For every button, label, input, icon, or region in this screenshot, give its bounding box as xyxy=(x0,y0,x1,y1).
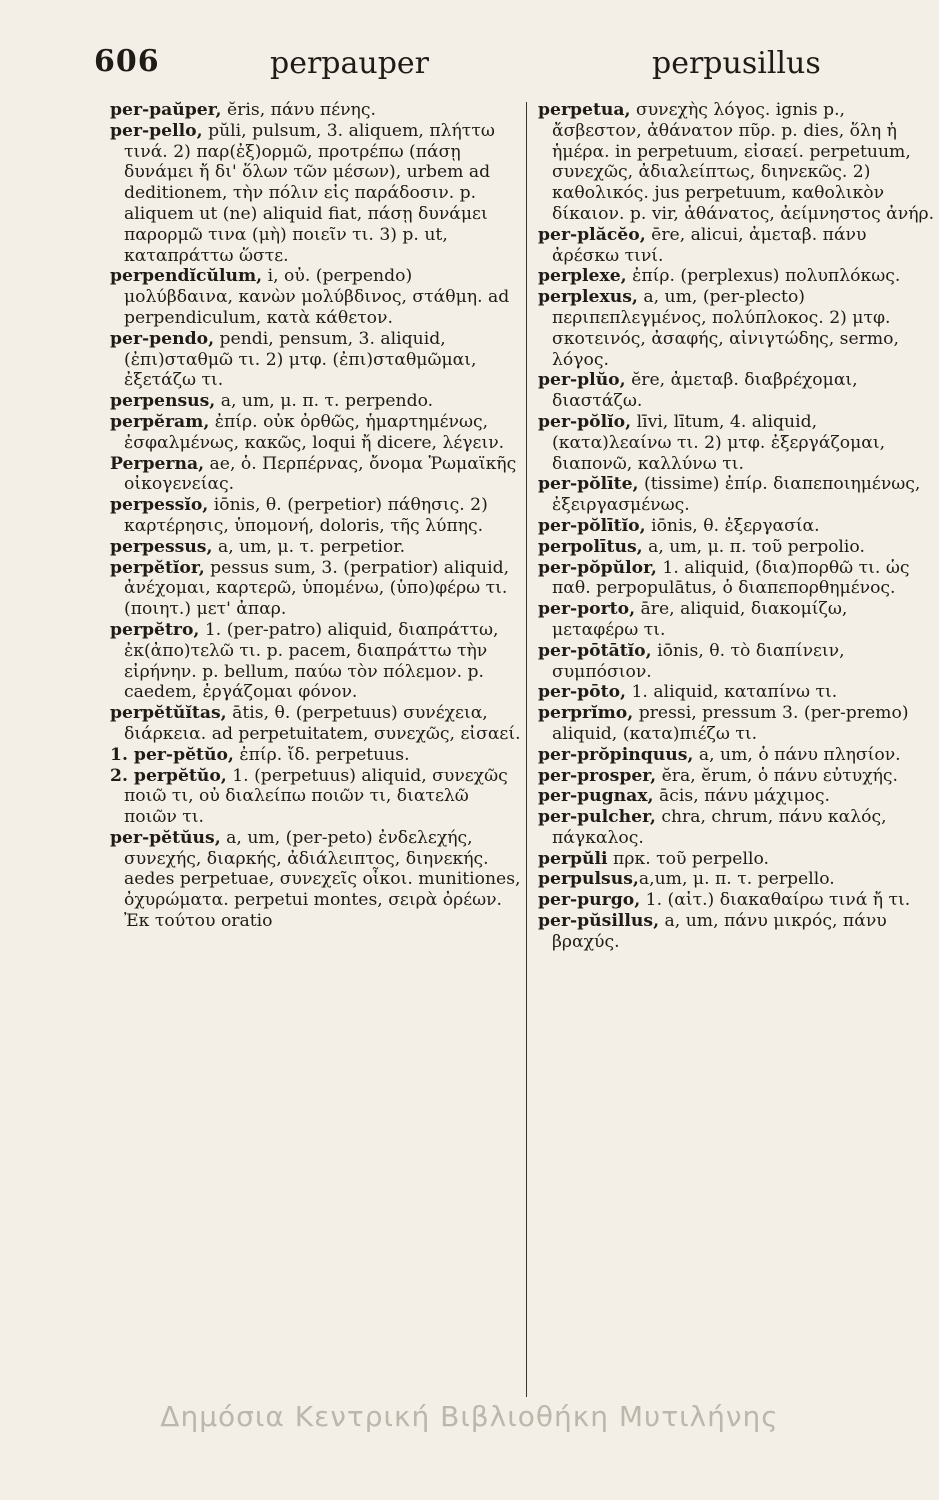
entry-definition: a, um, ὁ πάνυ πλησίον. xyxy=(693,744,901,765)
dictionary-entry xyxy=(538,266,938,287)
dictionary-entry xyxy=(110,703,525,745)
dictionary-entry xyxy=(538,890,938,911)
entry-definition: iōnis, θ. ἐξεργασία. xyxy=(645,515,820,536)
entry-definition: ācis, πάνυ μάχιμος. xyxy=(653,786,830,807)
dictionary-entry xyxy=(538,849,938,870)
entry-headword: per-plăcĕo, xyxy=(538,224,646,245)
dictionary-entry xyxy=(110,620,525,703)
dictionary-entry xyxy=(538,370,938,412)
entry-headword: per-pello, xyxy=(110,120,203,141)
running-headword-right: perpusillus xyxy=(652,46,821,81)
dictionary-entry xyxy=(110,412,525,454)
entry-definition: līvi, lītum, 4. aliquid, (κατα)λεαίνω τι. 2) μτφ. ἐξεργάζομαι, διαπονῶ, καλλύνω τι. xyxy=(552,411,886,474)
entry-headword: per-pulcher, xyxy=(538,807,656,828)
entry-headword: per-pōto, xyxy=(538,682,627,703)
entry-definition: ae, ὁ. Περπέρνας, ὄνομα Ῥωμαϊκῆς οἰκογενείας. xyxy=(124,453,517,495)
entry-headword: perpessus, xyxy=(110,536,213,557)
dictionary-entry xyxy=(110,558,525,620)
dictionary-entry xyxy=(110,495,525,537)
entry-headword: per-pŏpŭlor, xyxy=(538,557,657,578)
entry-headword: per-plŭo, xyxy=(538,370,626,391)
entry-headword: perplexe, xyxy=(538,266,627,287)
entry-definition: a, um, πάνυ μικρός, πάνυ βραχύς. xyxy=(552,911,887,952)
entry-headword: perpĕtro, xyxy=(110,619,200,640)
entry-definition: συνεχὴς λόγος. ignis p., ἄσβεστον, ἀθάνατον πῦρ. p. dies, ὅλη ἡ ἡμέρα. in perpetuum, εἰσαεί. perpetuum, συνεχῶς, ἀδιαλείπτως, διηνεκῶς. 2) καθολικός. jus perpetuum, καθολικὸν δίκαιον. p. vir, ἀθάνατος, ἀείμνηστος ἀνήρ. xyxy=(552,100,935,224)
entry-headword: perpĕtĭor, xyxy=(110,557,205,578)
dictionary-entry xyxy=(110,745,525,766)
entry-headword: per-pendo, xyxy=(110,328,215,349)
entry-definition: 1. (perpetuus) aliquid, συνεχῶς ποιῶ τι, οὐ διαλείπω ποιῶν τι, διατελῶ ποιῶν τι. xyxy=(124,765,508,828)
dictionary-entry xyxy=(110,329,525,391)
entry-definition: ātis, θ. (perpetuus) συνέχεια, διάρκεια. ad perpetuitatem, συνεχῶς, εἰσαεί. xyxy=(124,703,521,744)
entry-definition: a, um, (per-peto) ἐνδελεχής, συνεχής, διαρκής, ἀδιάλειπτος, διηνεκής. aedes perpetuae, συνεχεῖς οἶκοι. munitiones, ὀχυρώματα. perpetui montes, σειρὰ ὀρέων. Ἐκ τούτου oratio xyxy=(124,827,521,932)
entry-headword: per-purgo, xyxy=(538,890,641,911)
entry-definition: pŭli, pulsum, 3. aliquem, πλήττω τινά. 2) παρ(ἐξ)ορμῶ, προτρέπω (πάσῃ δυνάμει ἤ δι' ὅλων τῶν μέσων), urbem ad deditionem, τὴν πόλιν εἰς παράδοσιν. p. aliquem ut (ne) aliquid fiat, πάσῃ δυνάμει παρορμῶ τινα (μὴ) ποιεῖν τι. 3) p. ut, καταπράττω ὥστε. xyxy=(124,120,495,266)
entry-headword: per-pĕtŭus, xyxy=(110,827,221,848)
dictionary-entry xyxy=(110,391,525,412)
entry-headword: perpĕtŭĭtas, xyxy=(110,703,227,724)
entry-headword: per-pŏlītĭo, xyxy=(538,515,646,536)
dictionary-entry xyxy=(538,911,938,953)
dictionary-entry xyxy=(538,412,938,474)
dictionary-entry xyxy=(538,869,938,890)
dictionary-entry xyxy=(538,766,938,787)
dictionary-entry xyxy=(538,682,938,703)
entry-definition: a, um, μ. π. τοῦ perpolio. xyxy=(642,536,865,557)
dictionary-entry xyxy=(538,599,938,641)
entry-definition: (tissime) ἐπίρ. διαπεποιημένως, ἐξειργασμένως. xyxy=(552,474,921,516)
entry-headword: per-pōtātĭo, xyxy=(538,640,652,661)
entry-definition: ĕre, ἀμεταβ. διαβρέχομαι, διαστάζω. xyxy=(552,370,858,412)
entry-definition: ἐπίρ. ἴδ. perpetuus. xyxy=(233,744,410,765)
dictionary-entry xyxy=(538,745,938,766)
entry-definition: 1. aliquid, (δια)πορθῶ τι. ὡς παθ. perpopulātus, ὁ διαπεπορθημένος. xyxy=(552,557,910,599)
entry-headword: perprĭmo, xyxy=(538,703,634,724)
entry-headword: per-pŭsillus, xyxy=(538,911,660,932)
entry-headword: perpĕram, xyxy=(110,411,210,432)
entry-definition: pressi, pressum 3. (per-premo) aliquid, (κατα)πιέζω τι. xyxy=(552,703,909,744)
entry-definition: pessus sum, 3. (perpatior) aliquid, ἀνέχομαι, καρτερῶ, ὑπομένω, (ὑπο)φέρω τι. (ποιητ.) μετ' ἀπαρ. xyxy=(124,557,510,620)
dictionary-entry xyxy=(110,766,525,828)
entry-headword: per-pugnax, xyxy=(538,786,654,807)
running-headword-left: perpauper xyxy=(270,46,430,81)
entry-headword: per-pŏlĭo, xyxy=(538,411,632,432)
dictionary-entry xyxy=(110,266,525,328)
entry-headword: perpŭli xyxy=(538,848,608,869)
entry-definition: ἐπίρ. (perplexus) πολυπλόκως. xyxy=(626,266,901,287)
entry-headword: per-paŭper, xyxy=(110,100,222,120)
left-column xyxy=(110,100,525,932)
entry-definition: ĕra, ĕrum, ὁ πάνυ εὐτυχής. xyxy=(656,765,899,786)
dictionary-entry xyxy=(538,537,938,558)
entry-headword: perpetua, xyxy=(538,100,631,120)
dictionary-entry xyxy=(110,454,525,496)
entry-definition: a, um, (per-plecto) περιπεπλεγμένος, πολύπλοκος. 2) μτφ. σκοτεινός, ἀσαφής, αἰνιγτώδης, sermo, λόγος. xyxy=(552,287,899,370)
dictionary-entry xyxy=(538,225,938,267)
entry-headword: Perperna, xyxy=(110,453,205,474)
entry-definition: ĕris, πάνυ πένης. xyxy=(221,100,376,120)
entry-definition: a, um, μ. π. τ. perpendo. xyxy=(215,391,434,412)
entry-headword: per-pŏlīte, xyxy=(538,474,639,495)
dictionary-entry xyxy=(110,121,525,267)
entry-definition: iōnis, θ. (perpetior) πάθησις. 2) καρτέρησις, ὑπομονή, doloris, τῆς λύπης. xyxy=(124,495,488,536)
entry-definition: a,um, μ. π. τ. perpello. xyxy=(638,869,835,890)
entry-definition: 1. aliquid, καταπίνω τι. xyxy=(626,682,838,703)
entry-definition: āre, aliquid, διακομίζω, μεταφέρω τι. xyxy=(552,599,848,640)
dictionary-entry xyxy=(110,100,525,121)
column-divider xyxy=(526,102,527,1397)
entry-definition: iōnis, θ. τὸ διαπίνειν, συμπόσιον. xyxy=(552,640,845,682)
entry-definition: ἐπίρ. οὐκ ὀρθῶς, ἡμαρτημένως, ἐσφαλμένως, κακῶς, loqui ἤ dicere, λέγειν. xyxy=(124,411,505,453)
dictionary-entry xyxy=(538,287,938,370)
dictionary-entry xyxy=(538,786,938,807)
dictionary-entry xyxy=(538,807,938,849)
entry-headword: perpendĭcŭlum, xyxy=(110,266,263,287)
entry-headword: 2. perpĕtŭo, xyxy=(110,765,227,786)
entry-headword: 1. per-pĕtŭo, xyxy=(110,744,234,765)
entry-headword: per-porto, xyxy=(538,599,636,620)
entry-definition: 1. (per-patro) aliquid, διαπράττω, ἐκ(ἀπο)τελῶ τι. p. pacem, διαπράττω τὴν εἰρήνην. p. bellum, παύω τὸν πόλεμον. p. caedem, ἐργάζομαι φόνον. xyxy=(124,619,499,703)
dictionary-entry xyxy=(538,516,938,537)
entry-headword: perpolītus, xyxy=(538,536,643,557)
entry-headword: perplexus, xyxy=(538,287,638,308)
entry-headword: perpulsus, xyxy=(538,869,639,890)
right-column xyxy=(538,100,938,953)
entry-headword: per-prŏpinquus, xyxy=(538,744,694,765)
entry-definition: ēre, alicui, ἀμεταβ. πάνυ ἀρέσκω τινί. xyxy=(552,224,867,266)
entry-definition: πρκ. τοῦ perpello. xyxy=(607,848,769,869)
dictionary-entry xyxy=(538,641,938,683)
entry-definition: i, οὐ. (perpendo) μολύβδαινα, κανὼν μολύβδινος, στάθμη. ad perpendiculum, κατὰ κάθετον. xyxy=(124,266,510,328)
entry-definition: a, um, μ. τ. perpetior. xyxy=(212,536,406,557)
dictionary-entry xyxy=(538,558,938,600)
library-watermark: Δημόσια Κεντρική Βιβλιοθήκη Μυτιλήνης xyxy=(160,1400,779,1433)
dictionary-entry xyxy=(538,474,938,516)
dictionary-entry xyxy=(538,703,938,745)
dictionary-entry xyxy=(538,100,938,225)
dictionary-entry xyxy=(110,828,525,932)
entry-definition: 1. (αἰτ.) διακαθαίρω τινά ἤ τι. xyxy=(640,890,911,911)
entry-definition: chra, chrum, πάνυ καλός, πάγκαλος. xyxy=(552,807,887,848)
entry-headword: perpessĭo, xyxy=(110,495,209,516)
dictionary-entry xyxy=(110,537,525,558)
page-header xyxy=(0,44,939,94)
entry-headword: perpensus, xyxy=(110,391,216,412)
entry-definition: pendi, pensum, 3. aliquid, (ἐπι)σταθμῶ τι. 2) μτφ. (ἐπι)σταθμῶμαι, ἐξετάζω τι. xyxy=(124,328,477,391)
entry-headword: per-prosper, xyxy=(538,765,657,786)
page-number: 606 xyxy=(94,44,160,79)
